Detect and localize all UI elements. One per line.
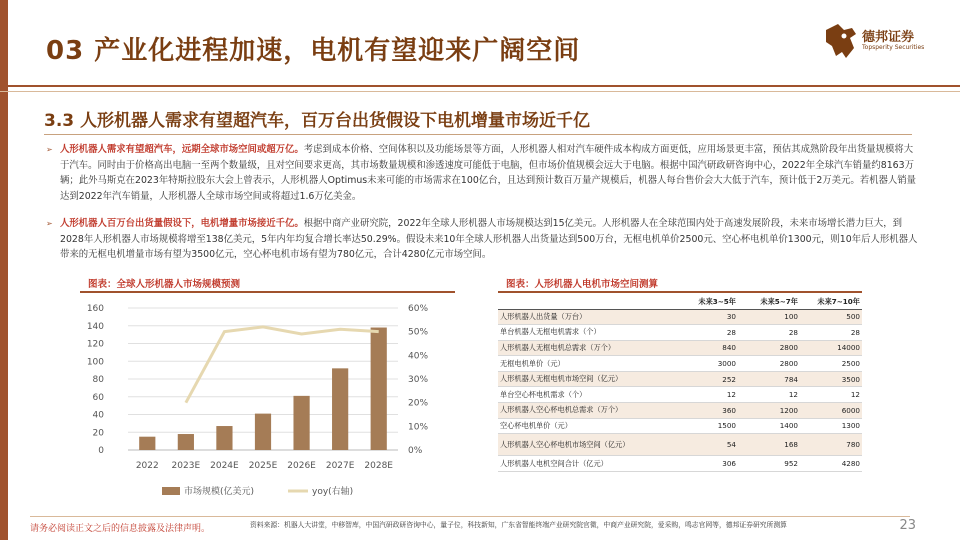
table-cell: 12 [800,387,862,403]
y-left-tick-label: 80 [92,375,104,385]
motor-market-table [498,296,862,472]
y-right-tick-label: 60% [408,304,429,314]
chart-bar [178,434,194,450]
y-right-tick-label: 10% [408,422,429,433]
x-tick-label: 2027E [325,461,355,471]
table-row [498,403,862,419]
y-left-tick-label: 100 [86,357,104,368]
y-right-tick-label: 0% [408,446,423,456]
x-tick-label: 2022 [135,461,159,471]
chart-bar [371,328,387,450]
table-row-label: 空心杯电机单价（元） [498,418,676,434]
table-cell: 1400 [738,418,800,434]
table-cell: 306 [676,456,738,472]
table-row-label: 无框电机单价（元） [498,356,676,372]
chart-bar [139,437,155,450]
table-row-label: 人形机器人空心杯电机市场空间（亿元） [498,434,676,456]
paragraph-2-text: 根据中商产业研究院，2022年全球人形机器人市场规模达到15亿美元。人形机器人在全球范围内处于高速发展阶段，未来市场增长潜力巨大，到2028年人形机器人市场规模将增至138亿美元，5年内年均复合增长率达50.29%。假设未来10年全球人形机器人出货量达到500万台，无框电机单价2500元、空心杯电机单价1300元，则10年后人形机器人带来的无框电机增量市场有望为3500亿元，空心杯电机市场有望为780亿元，合计4280亿元市场空间。 [60,218,918,261]
table-header-blank [498,296,676,309]
bullet-marker-1: ➢ [46,145,53,154]
table-row [498,340,862,356]
table-cell: 500 [800,309,862,325]
header-rule [0,85,960,87]
logo-name: 德邦证券 [862,30,915,45]
table-cell: 2800 [738,340,800,356]
paragraph-1 [60,142,920,204]
table-header-col-1: 未来3~5年 [676,296,738,309]
table-row [498,456,862,472]
x-tick-label: 2024E [210,461,239,471]
legend-bar-label: 市场规模(亿美元) [184,487,255,497]
header-rule-thin [0,91,960,92]
y-left-tick-label: 40 [92,410,104,421]
paragraph-1-text: 考虑到成本价格、空间体积以及功能场景等方面，人形机器人相对汽车硬件成本构成方面更低，应用场景更丰富，预估其成熟阶段年出货量规模将大于汽车。同时由于价格高出电脑一至两个数量级，且对空间要求更高，其市场数量规模和渗透速度可能低于电脑，但市场价值规模会远大于电脑。根据中国汽研政研咨询中心，2022年全球汽车销量约8163万辆；此外马斯克在2023年特斯拉股东大会上曾表示，人形机器人Optimus未来可能的市场需求在100亿台，且达到预计数百万量产规模后，机器人每台售价会大大低于汽车，预计低于2万美元。若机器人销量达到2022年汽车销量，人形机器人全球市场空间或将超过1.6万亿美金。 [60,144,917,202]
x-tick-label: 2025E [248,461,278,471]
table-cell: 784 [738,371,800,387]
table-cell: 2500 [800,356,862,372]
table-cell: 28 [738,325,800,341]
table-cell: 1200 [738,403,800,419]
legend-bar-swatch [162,487,180,495]
table-cell: 2800 [738,356,800,372]
chart-bar [255,414,271,450]
table-cell: 54 [676,434,738,456]
table-cell: 3500 [800,371,862,387]
footer-rule [30,516,910,517]
legend-line-label: yoy(右轴) [312,487,354,497]
yoy-line [186,327,379,403]
table-row-label: 单台机器人无框电机需求（个） [498,325,676,341]
table-header-col-3: 未来7~10年 [800,296,862,309]
y-right-tick-label: 20% [408,398,429,409]
table-cell: 6000 [800,403,862,419]
table-header-row [498,296,862,309]
y-left-tick-label: 20 [92,428,104,439]
table-row [498,418,862,434]
figure-left-title: 图表：全球人形机器人市场规模预测 [88,279,241,290]
page-title: 03 产业化进程加速，电机有望迎来广阔空间 [46,36,581,66]
table-row [498,371,862,387]
bullet-marker-2: ➢ [46,219,53,228]
table-row-label: 人形机器人无框电机总需求（万个） [498,340,676,356]
x-tick-label: 2023E [171,461,201,471]
logo-subtitle: Topsperity Securities [862,44,925,51]
page-number: 23 [899,518,916,533]
table-row-label: 单台空心杯电机需求（个） [498,387,676,403]
table-cell: 840 [676,340,738,356]
table-row-label: 人形机器人空心杯电机总需求（万个） [498,403,676,419]
table-cell: 12 [676,387,738,403]
table-cell: 1500 [676,418,738,434]
table-cell: 100 [738,309,800,325]
table-row [498,434,862,456]
table-cell: 14000 [800,340,862,356]
table-header-col-2: 未来5~7年 [738,296,800,309]
table-cell: 252 [676,371,738,387]
table-cell: 952 [738,456,800,472]
table-cell: 168 [738,434,800,456]
disclaimer-note: 请务必阅读正文之后的信息披露及法律声明。 [30,524,211,534]
x-tick-label: 2026E [287,461,316,471]
table-cell: 3000 [676,356,738,372]
y-left-tick-label: 60 [92,392,104,403]
section-rule [44,134,912,135]
x-tick-label: 2028E [364,461,394,471]
table-cell: 780 [800,434,862,456]
table-cell: 4280 [800,456,862,472]
paragraph-2 [60,216,920,263]
figure-right-rule [498,291,862,293]
data-source: 资料来源：机器人大讲堂，中移智库，中国汽研政研咨询中心，量子位，科技新知，广东省智能终端产业研究院官微，中商产业研究院，爱采购，鸣志官网等，德邦证券研究所测算 [250,521,787,529]
logo-mark-icon [824,22,858,60]
market-size-chart [80,300,460,515]
table-row-label: 人形机器人无框电机市场空间（亿元） [498,371,676,387]
table-cell: 30 [676,309,738,325]
table-row-label: 人形机器人出货量（万台） [498,309,676,325]
y-left-tick-label: 140 [86,321,104,332]
figure-left-rule [80,291,455,293]
chart-bar [216,426,232,450]
y-left-tick-label: 0 [98,446,104,456]
table-cell: 360 [676,403,738,419]
table-cell: 28 [800,325,862,341]
table-row [498,356,862,372]
table-row [498,325,862,341]
table-cell: 28 [676,325,738,341]
y-left-tick-label: 120 [86,339,104,350]
paragraph-1-highlight: 人形机器人需求有望超汽车，远期全球市场空间或超万亿。 [60,144,304,155]
figure-right-title: 图表：人形机器人电机市场空间测算 [506,279,659,290]
section-title: 3.3 人形机器人需求有望超汽车，百万台出货假设下电机增量市场近千亿 [44,111,591,131]
y-left-tick-label: 160 [86,304,104,314]
paragraph-2-highlight: 人形机器人百万台出货量假设下，电机增量市场接近千亿。 [60,218,304,229]
table-cell: 12 [738,387,800,403]
table-row-label: 人形机器人电机空间合计（亿元） [498,456,676,472]
y-right-tick-label: 30% [408,375,429,385]
chart-bar [332,368,348,450]
table-row [498,309,862,325]
table-cell: 1300 [800,418,862,434]
brand-logo [824,22,942,62]
y-right-tick-label: 40% [408,351,429,362]
table-row [498,387,862,403]
chart-bar [293,396,309,450]
y-right-tick-label: 50% [408,327,429,338]
left-accent-bar [0,0,8,540]
